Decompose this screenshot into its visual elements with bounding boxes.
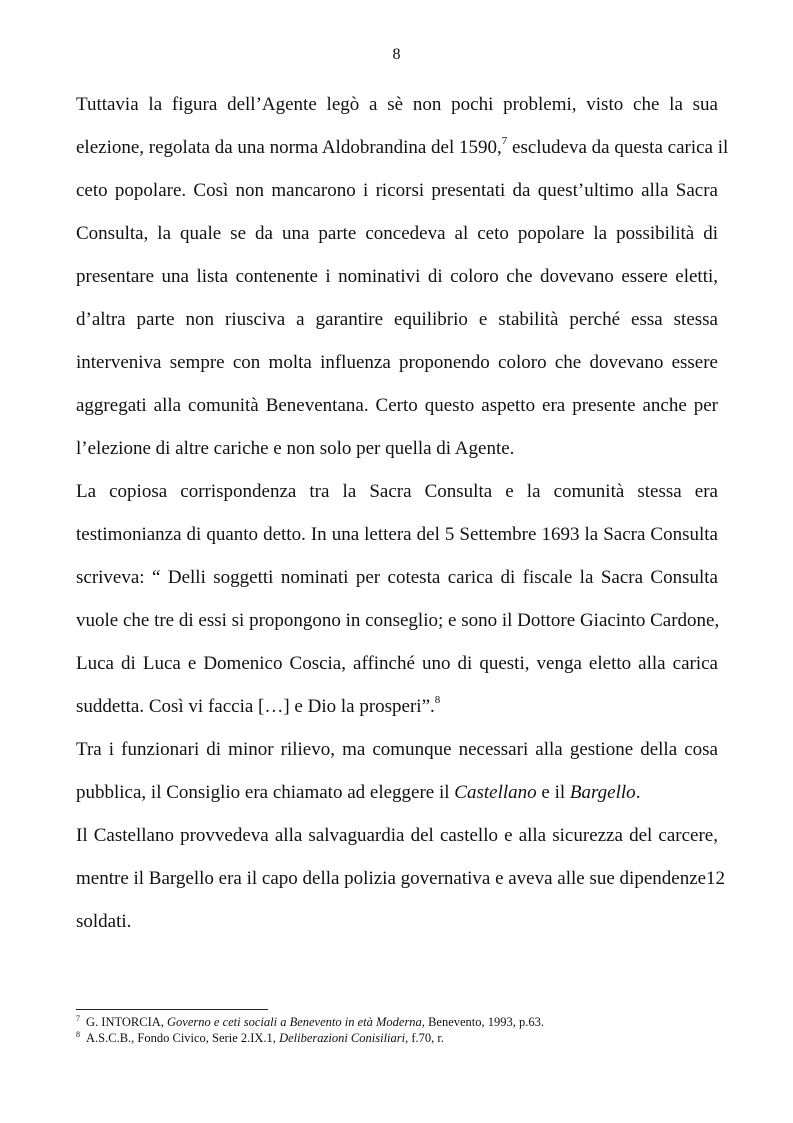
text-line [76,778,718,821]
text-line: La copiosa corrispondenza tra la Sacra Consulta e la comunità stessa era [76,481,718,502]
text-line: Consulta, la quale se da una parte concedeva al ceto popolare la possibilità di [76,223,718,244]
footnote-ref-7[interactable]: 7 [501,135,508,147]
footnote-7 [76,1014,736,1030]
page-number: 8 [392,46,401,63]
text-line: aggregati alla comunità Beneventana. Certo questo aspetto era presente anche per [76,395,718,416]
text-span: elezione, regolata da una norma Aldobrandina del 1590, [76,137,502,158]
italic-term: Castellano [454,782,537,803]
text-span: pubblica, il Consiglio era chiamato ad eleggere il [76,782,455,803]
text-line: Il Castellano provvedeva alla salvaguardia del castello e alla sicurezza del carcere, [76,825,718,846]
body-text [76,90,729,950]
text-span: escludeva da questa carica il [507,137,729,158]
text-line: testimonianza di quanto detto. In una lettera del 5 Settembre 1693 la Sacra Consulta [76,524,718,545]
text-line: Tra i funzionari di minor rilievo, ma comunque necessari alla gestione della cosa [76,739,718,760]
text-line: ceto popolare. Così non mancarono i ricorsi presentati da quest’ultimo alla Sacra [76,180,718,201]
footnote-8 [76,1030,736,1046]
footnotes [76,1014,736,1046]
footnote-ref-8[interactable]: 8 [434,694,441,706]
text-line: d’altra parte non riusciva a garantire equilibrio e stabilità perché essa stessa [76,309,718,330]
text-span: . [635,782,641,803]
footnote-text: f.70, r. [408,1031,445,1045]
text-line: Tuttavia la figura dell’Agente legò a sè non pochi problemi, visto che la sua [76,94,718,115]
footnote-title: Governo e ceti sociali a Benevento in età Moderna, [167,1015,425,1029]
text-line: interveniva sempre con molta influenza proponendo coloro che dovevano essere [76,352,718,373]
footnote-separator [76,1009,268,1010]
text-span: e il [536,782,570,803]
footnote-title: Deliberazioni Conisiliari, [279,1031,409,1045]
footnote-text: G. INTORCIA, [86,1015,168,1029]
text-line: l’elezione di altre cariche e non solo per quella di Agente. [76,438,515,459]
text-line: scriveva: “ Delli soggetti nominati per cotesta carica di fiscale la Sacra Consulta [76,567,718,588]
italic-term: Bargello [569,782,636,803]
footnote-text: A.S.C.B., Fondo Civico, Serie 2.IX.1, [86,1031,280,1045]
text-line [76,133,729,176]
text-line: vuole che tre di essi si propongono in conseglio; e sono il Dottore Giacinto Cardone, [76,610,720,631]
text-line: Luca di Luca e Domenico Coscia, affinché uno di questi, venga eletto alla carica [76,653,718,674]
text-line: presentare una lista contenente i nominativi di coloro che dovevano essere eletti, [76,266,718,287]
text-span: suddetta. Così vi faccia […] e Dio la prosperi”. [76,696,435,717]
text-line [76,692,718,735]
text-line: soldati. [76,911,132,932]
footnote-text: Benevento, 1993, p.63. [424,1015,545,1029]
footnote-number: 8 [76,1030,80,1039]
footnote-number: 7 [76,1014,80,1023]
text-line: mentre il Bargello era il capo della polizia governativa e aveva alle sue dipendenze12 [76,868,726,889]
